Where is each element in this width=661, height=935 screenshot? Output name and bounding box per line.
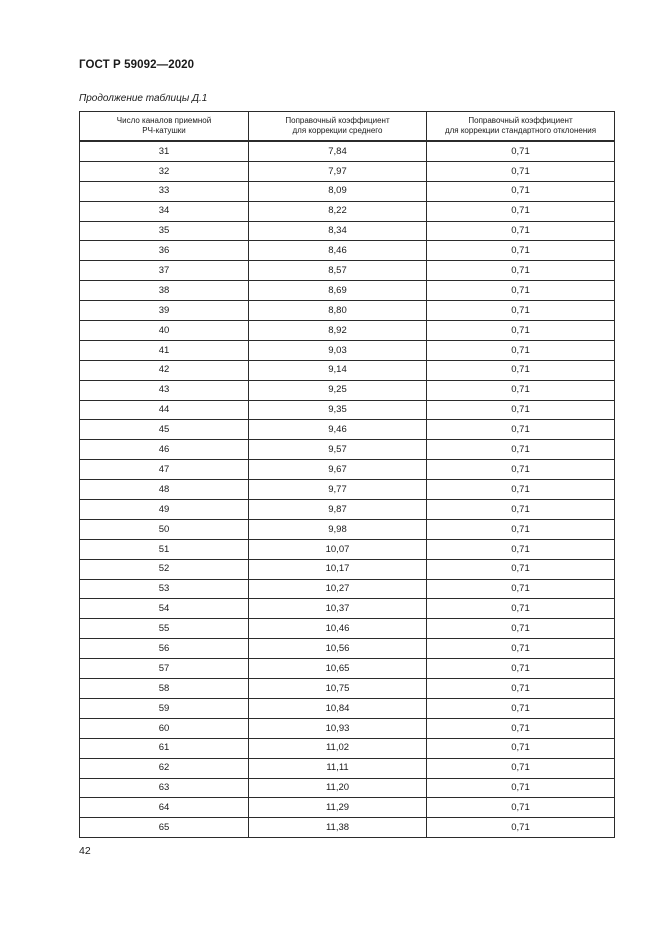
cell-sd-correction: 0,71 (427, 201, 615, 221)
cell-channels: 60 (80, 718, 249, 738)
table-row (80, 380, 615, 400)
cell-sd-correction: 0,71 (427, 500, 615, 520)
cell-channels: 62 (80, 758, 249, 778)
cell-channels: 63 (80, 778, 249, 798)
table-row (80, 738, 615, 758)
cell-channels: 52 (80, 559, 249, 579)
column-header-line: для коррекции стандартного отклонения (444, 126, 597, 135)
table-row (80, 281, 615, 301)
cell-channels: 47 (80, 460, 249, 480)
cell-sd-correction: 0,71 (427, 321, 615, 341)
cell-mean-correction: 7,97 (249, 161, 427, 181)
table-row (80, 321, 615, 341)
table-body (80, 141, 615, 838)
cell-channels: 35 (80, 221, 249, 241)
cell-mean-correction: 11,38 (249, 818, 427, 838)
cell-sd-correction: 0,71 (427, 738, 615, 758)
column-header-line: Число каналов приемной (116, 116, 212, 125)
cell-channels: 46 (80, 440, 249, 460)
table-row (80, 639, 615, 659)
cell-channels: 42 (80, 360, 249, 380)
table-header (80, 112, 615, 142)
table-row (80, 718, 615, 738)
table-header-row (80, 112, 615, 142)
cell-sd-correction: 0,71 (427, 579, 615, 599)
table-row (80, 241, 615, 261)
cell-channels: 57 (80, 659, 249, 679)
cell-mean-correction: 8,09 (249, 181, 427, 201)
column-header-line: для коррекции среднего (292, 126, 383, 135)
table-row (80, 400, 615, 420)
cell-sd-correction: 0,71 (427, 340, 615, 360)
table-row (80, 698, 615, 718)
table-row (80, 460, 615, 480)
cell-mean-correction: 11,20 (249, 778, 427, 798)
cell-sd-correction: 0,71 (427, 301, 615, 321)
cell-channels: 32 (80, 161, 249, 181)
cell-sd-correction: 0,71 (427, 798, 615, 818)
cell-mean-correction: 8,80 (249, 301, 427, 321)
cell-sd-correction: 0,71 (427, 460, 615, 480)
cell-sd-correction: 0,71 (427, 519, 615, 539)
column-header-line: Поправочный коэффициент (468, 116, 573, 125)
table-row (80, 778, 615, 798)
cell-sd-correction: 0,71 (427, 380, 615, 400)
table-row (80, 360, 615, 380)
cell-sd-correction: 0,71 (427, 758, 615, 778)
table-row (80, 141, 615, 161)
column-header-channels (80, 112, 249, 142)
cell-mean-correction: 9,87 (249, 500, 427, 520)
cell-mean-correction: 10,46 (249, 619, 427, 639)
table-row (80, 539, 615, 559)
cell-mean-correction: 11,11 (249, 758, 427, 778)
column-header-line: РЧ-катушки (142, 126, 186, 135)
cell-sd-correction: 0,71 (427, 599, 615, 619)
cell-mean-correction: 10,56 (249, 639, 427, 659)
cell-mean-correction: 8,69 (249, 281, 427, 301)
cell-sd-correction: 0,71 (427, 161, 615, 181)
page-number: 42 (79, 845, 91, 857)
cell-channels: 40 (80, 321, 249, 341)
cell-mean-correction: 8,92 (249, 321, 427, 341)
cell-mean-correction: 11,29 (249, 798, 427, 818)
cell-channels: 37 (80, 261, 249, 281)
table-row (80, 559, 615, 579)
cell-channels: 50 (80, 519, 249, 539)
cell-sd-correction: 0,71 (427, 281, 615, 301)
cell-sd-correction: 0,71 (427, 400, 615, 420)
cell-sd-correction: 0,71 (427, 818, 615, 838)
table-caption: Продолжение таблицы Д.1 (79, 93, 208, 104)
cell-channels: 33 (80, 181, 249, 201)
cell-sd-correction: 0,71 (427, 559, 615, 579)
table-row (80, 480, 615, 500)
cell-channels: 54 (80, 599, 249, 619)
cell-sd-correction: 0,71 (427, 420, 615, 440)
cell-channels: 38 (80, 281, 249, 301)
cell-sd-correction: 0,71 (427, 698, 615, 718)
cell-channels: 64 (80, 798, 249, 818)
cell-mean-correction: 9,67 (249, 460, 427, 480)
table-row (80, 679, 615, 699)
table-row (80, 181, 615, 201)
table-row (80, 758, 615, 778)
cell-mean-correction: 9,03 (249, 340, 427, 360)
cell-channels: 53 (80, 579, 249, 599)
table-row (80, 221, 615, 241)
cell-sd-correction: 0,71 (427, 181, 615, 201)
cell-sd-correction: 0,71 (427, 639, 615, 659)
cell-mean-correction: 9,57 (249, 440, 427, 460)
table-row (80, 500, 615, 520)
table-row (80, 619, 615, 639)
cell-sd-correction: 0,71 (427, 659, 615, 679)
table-row (80, 261, 615, 281)
cell-mean-correction: 9,77 (249, 480, 427, 500)
cell-sd-correction: 0,71 (427, 778, 615, 798)
table-row (80, 440, 615, 460)
table-row (80, 301, 615, 321)
cell-mean-correction: 10,17 (249, 559, 427, 579)
cell-mean-correction: 10,07 (249, 539, 427, 559)
cell-sd-correction: 0,71 (427, 360, 615, 380)
table-row (80, 420, 615, 440)
cell-channels: 45 (80, 420, 249, 440)
cell-channels: 49 (80, 500, 249, 520)
cell-sd-correction: 0,71 (427, 539, 615, 559)
table-row (80, 340, 615, 360)
table-row (80, 519, 615, 539)
cell-mean-correction: 11,02 (249, 738, 427, 758)
cell-channels: 31 (80, 141, 249, 161)
cell-mean-correction: 10,93 (249, 718, 427, 738)
cell-sd-correction: 0,71 (427, 718, 615, 738)
cell-sd-correction: 0,71 (427, 619, 615, 639)
cell-mean-correction: 8,46 (249, 241, 427, 261)
cell-channels: 56 (80, 639, 249, 659)
cell-channels: 55 (80, 619, 249, 639)
table-row (80, 599, 615, 619)
table-row (80, 579, 615, 599)
cell-channels: 48 (80, 480, 249, 500)
column-header-sd-correction (427, 112, 615, 142)
cell-channels: 34 (80, 201, 249, 221)
column-header-line: Поправочный коэффициент (285, 116, 390, 125)
cell-sd-correction: 0,71 (427, 241, 615, 261)
column-header-mean-correction (249, 112, 427, 142)
cell-sd-correction: 0,71 (427, 141, 615, 161)
cell-mean-correction: 9,35 (249, 400, 427, 420)
cell-mean-correction: 10,65 (249, 659, 427, 679)
cell-sd-correction: 0,71 (427, 679, 615, 699)
cell-mean-correction: 10,75 (249, 679, 427, 699)
table-row (80, 201, 615, 221)
cell-channels: 59 (80, 698, 249, 718)
cell-channels: 51 (80, 539, 249, 559)
cell-channels: 61 (80, 738, 249, 758)
table-row (80, 659, 615, 679)
cell-channels: 44 (80, 400, 249, 420)
cell-channels: 65 (80, 818, 249, 838)
table-row (80, 161, 615, 181)
cell-channels: 36 (80, 241, 249, 261)
cell-sd-correction: 0,71 (427, 480, 615, 500)
cell-mean-correction: 8,22 (249, 201, 427, 221)
table-row (80, 798, 615, 818)
cell-channels: 39 (80, 301, 249, 321)
cell-mean-correction: 9,46 (249, 420, 427, 440)
table-row (80, 818, 615, 838)
cell-mean-correction: 9,25 (249, 380, 427, 400)
cell-mean-correction: 9,14 (249, 360, 427, 380)
cell-mean-correction: 7,84 (249, 141, 427, 161)
cell-mean-correction: 10,27 (249, 579, 427, 599)
cell-mean-correction: 10,37 (249, 599, 427, 619)
cell-channels: 58 (80, 679, 249, 699)
cell-channels: 43 (80, 380, 249, 400)
data-table (79, 111, 615, 838)
cell-sd-correction: 0,71 (427, 261, 615, 281)
cell-sd-correction: 0,71 (427, 221, 615, 241)
cell-mean-correction: 8,34 (249, 221, 427, 241)
document-header: ГОСТ Р 59092—2020 (79, 59, 195, 71)
cell-mean-correction: 9,98 (249, 519, 427, 539)
cell-channels: 41 (80, 340, 249, 360)
cell-mean-correction: 10,84 (249, 698, 427, 718)
cell-sd-correction: 0,71 (427, 440, 615, 460)
cell-mean-correction: 8,57 (249, 261, 427, 281)
